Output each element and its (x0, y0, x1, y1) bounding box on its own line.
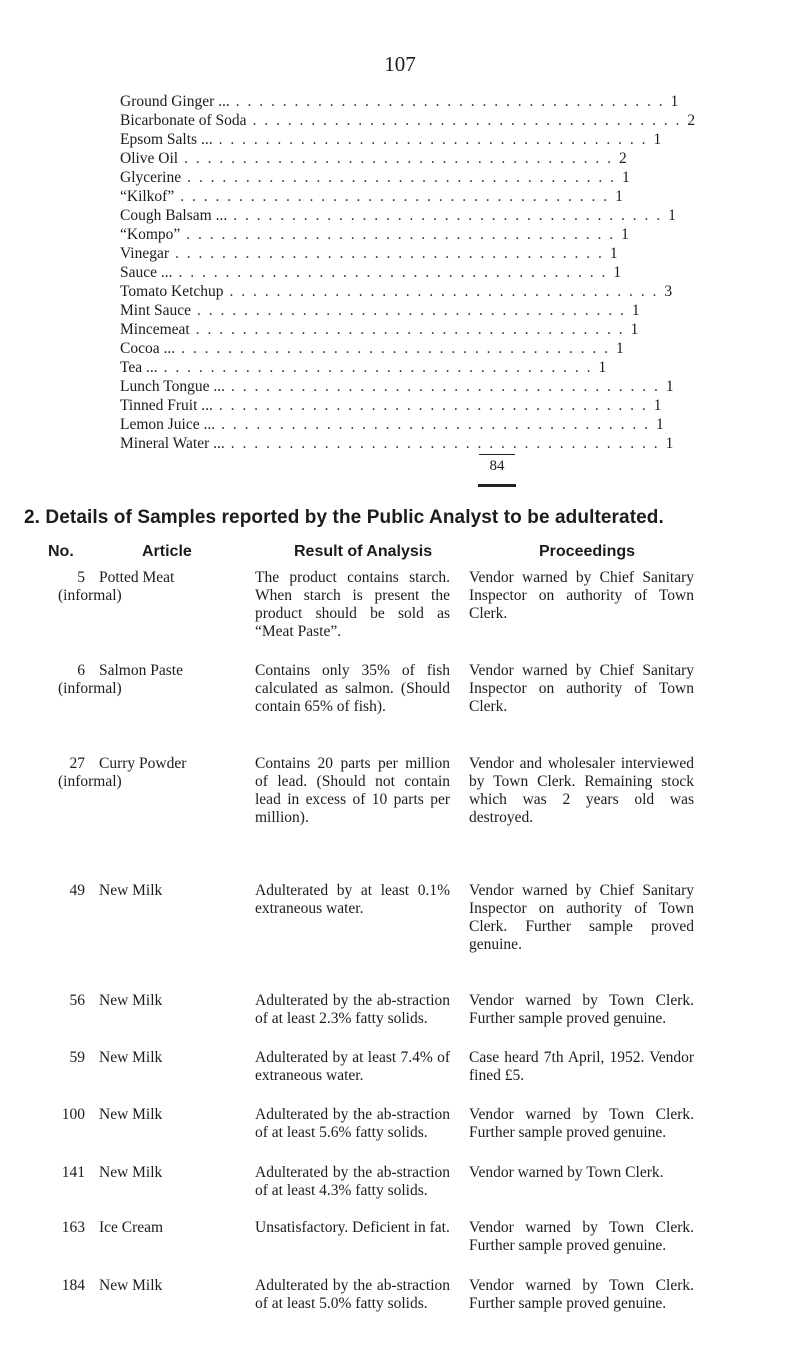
list-item (120, 263, 622, 282)
list-item-article: “Kilkof” (120, 188, 175, 205)
analysis-result: Unsatisfactory. Deficient in fat. (255, 1219, 450, 1236)
list-item-article: Glycerine (120, 169, 182, 186)
leader-dots: . . . . . . . . . . . . . . . . . . . . . . . . . . . . . . . . . . . . . (230, 435, 660, 452)
leader-dots: . . . . . . . . . . . . . . . . . . . . . . . . . . . . . . . . . . . . . (181, 340, 610, 357)
analysis-result: Contains only 35% of fish calculated as salmon. (Should contain 65% of fish). (255, 662, 450, 715)
list-item-count: 1 (665, 378, 674, 395)
sample-number: 6 (77, 662, 85, 679)
list-item-article: “Kompo” (120, 226, 181, 243)
sample-article-cell (85, 1164, 255, 1219)
list-item-article: Tinned Fruit ... (120, 397, 213, 414)
list-item-article: Mincemeat (120, 321, 190, 338)
sample-article-cell (85, 992, 255, 1049)
leader-dots: . . . . . . . . . . . . . . . . . . . . . . . . . . . . . . . . . . . . . (230, 378, 660, 395)
total-rule (478, 484, 516, 487)
list-item (120, 244, 618, 263)
sample-article-cell (85, 1049, 255, 1106)
sample-article: New Milk (99, 1106, 163, 1123)
sample-article-cell (58, 569, 255, 662)
proceedings: Vendor warned by Chief Sanitary Inspector on authority of Town Clerk. (469, 662, 694, 715)
analysis-result: The product contains starch. When starch is present the product should be sold as “Meat Paste”. (255, 569, 450, 640)
header-no: No. (48, 543, 74, 560)
list-item (120, 434, 674, 453)
sample-qualifier: (informal) (58, 773, 122, 790)
leader-dots: . . . . . . . . . . . . . . . . . . . . . . . . . . . . . . . . . . . . . (187, 169, 616, 186)
sample-number: 163 (61, 1219, 85, 1236)
sample-number: 141 (61, 1164, 85, 1181)
analysis-result: Adulterated by at least 7.4% of extraneous water. (255, 1049, 450, 1084)
list-item-count: 1 (613, 264, 622, 281)
list-item (120, 377, 674, 396)
list-item-count: 1 (670, 93, 679, 110)
proceedings: Vendor warned by Town Clerk. Further sample proved genuine. (469, 992, 694, 1027)
list-item-article: Lunch Tongue ... (120, 378, 225, 395)
list-item-article: Vinegar (120, 245, 169, 262)
list-item-article: Olive Oil (120, 150, 179, 167)
sample-article: New Milk (99, 882, 163, 899)
list-item-count: 1 (621, 226, 629, 243)
list-item-article: Lemon Juice ... (120, 416, 216, 433)
table-row (30, 882, 790, 992)
list-item-article: Cocoa ... (120, 340, 176, 357)
list-item (120, 130, 662, 149)
list-item (120, 339, 624, 358)
list-item-count: 1 (631, 302, 640, 319)
table-row (30, 755, 790, 882)
leader-dots: . . . . . . . . . . . . . . . . . . . . . . . . . . . . . . . . . . . . . (218, 397, 648, 414)
sample-article: New Milk (99, 1164, 163, 1181)
proceedings: Vendor warned by Town Clerk. Further sample proved genuine. (469, 1277, 694, 1312)
list-item (120, 92, 679, 111)
proceedings: Vendor warned by Town Clerk. (469, 1164, 664, 1181)
proceedings: Vendor warned by Chief Sanitary Inspector on authority of Town Clerk. (469, 569, 694, 622)
list-item (120, 225, 629, 244)
list-item-count: 1 (621, 169, 630, 186)
list-item (120, 149, 627, 168)
list-item-article: Tomato Ketchup (120, 283, 224, 300)
sample-article-cell (85, 1277, 255, 1337)
total-divider (479, 454, 515, 455)
list-item (120, 187, 623, 206)
sample-total: 84 (489, 458, 505, 474)
list-item-count: 3 (664, 283, 673, 300)
list-item-count: 1 (656, 416, 664, 433)
section-title: 2. Details of Samples reported by the Public Analyst to be adulterated. (24, 507, 664, 528)
leader-dots: . . . . . . . . . . . . . . . . . . . . . . . . . . . . . . . . . . . . . (229, 283, 659, 300)
list-item (120, 206, 676, 225)
leader-dots: . . . . . . . . . . . . . . . . . . . . . . . . . . . . . . . . . . . . . (186, 226, 616, 243)
list-item-article: Bicarbonate of Soda (120, 112, 247, 129)
analysis-result: Contains 20 parts per million of lead. (Should not contain lead in excess of 10 parts per million). (255, 755, 450, 826)
list-item-article: Ground Ginger ... (120, 93, 230, 110)
header-result: Result of Analysis (294, 543, 433, 560)
proceedings: Case heard 7th April, 1952. Vendor fined £5. (469, 1049, 694, 1084)
sample-number: 184 (61, 1277, 85, 1294)
leader-dots: . . . . . . . . . . . . . . . . . . . . . . . . . . . . . . . . . . . . . (195, 321, 625, 338)
table-row (30, 992, 790, 1049)
sample-article: Ice Cream (99, 1219, 164, 1236)
table-row (30, 1164, 790, 1219)
list-item (120, 415, 664, 434)
table-row (30, 1219, 790, 1277)
list-item-article: Mint Sauce (120, 302, 192, 319)
leader-dots: . . . . . . . . . . . . . . . . . . . . . . . . . . . . . . . . . . . . . (252, 112, 682, 129)
analysis-result: Adulterated by the ab-straction of at least 5.0% fatty solids. (255, 1277, 450, 1312)
leader-dots: . . . . . . . . . . . . . . . . . . . . . . . . . . . . . . . . . . . . . (221, 416, 651, 433)
leader-dots: . . . . . . . . . . . . . . . . . . . . . . . . . . . . . . . . . . . . . (178, 264, 608, 281)
sample-qualifier: (informal) (58, 587, 122, 604)
list-item-count: 1 (615, 340, 624, 357)
sample-count-list (120, 92, 696, 453)
proceedings: Vendor warned by Chief Sanitary Inspector on authority of Town Clerk. Further sample proved genuine. (469, 882, 694, 953)
sample-article-cell (85, 1219, 255, 1277)
list-item (120, 168, 630, 187)
sample-qualifier: (informal) (58, 680, 122, 697)
leader-dots: . . . . . . . . . . . . . . . . . . . . . . . . . . . . . . . . . . . . . (233, 207, 663, 224)
list-item-article: Tea ... (120, 359, 158, 376)
list-item-article: Sauce ... (120, 264, 173, 281)
sample-article: New Milk (99, 1049, 163, 1066)
leader-dots: . . . . . . . . . . . . . . . . . . . . . . . . . . . . . . . . . . . . . (175, 245, 604, 262)
sample-number: 56 (69, 992, 85, 1009)
list-item (120, 320, 639, 339)
list-item-article: Epsom Salts ... (120, 131, 213, 148)
leader-dots: . . . . . . . . . . . . . . . . . . . . . . . . . . . . . . . . . . . . . (163, 359, 593, 376)
sample-article-cell (85, 1106, 255, 1164)
table-row (30, 569, 790, 662)
list-item (120, 111, 696, 130)
sample-article: New Milk (99, 992, 163, 1009)
leader-dots: . . . . . . . . . . . . . . . . . . . . . . . . . . . . . . . . . . . . . (197, 302, 626, 319)
table-row (30, 662, 790, 755)
page-number: 107 (384, 52, 416, 76)
leader-dots: . . . . . . . . . . . . . . . . . . . . . . . . . . . . . . . . . . . . . (218, 131, 648, 148)
list-item (120, 282, 673, 301)
list-item (120, 396, 662, 415)
list-item-count: 1 (630, 321, 639, 338)
leader-dots: . . . . . . . . . . . . . . . . . . . . . . . . . . . . . . . . . . . . . (184, 150, 613, 167)
list-item-count: 1 (665, 435, 674, 452)
sample-number: 5 (77, 569, 85, 586)
list-item (120, 358, 607, 377)
table-row (30, 1277, 790, 1337)
sample-article: Potted Meat (99, 569, 175, 586)
sample-article-cell (85, 882, 255, 992)
list-item-count: 1 (653, 397, 662, 414)
list-item (120, 301, 640, 320)
header-article: Article (142, 543, 192, 560)
list-item-count: 1 (609, 245, 618, 262)
table-row (30, 1106, 790, 1164)
leader-dots: . . . . . . . . . . . . . . . . . . . . . . . . . . . . . . . . . . . . . (180, 188, 610, 205)
header-proceedings: Proceedings (539, 543, 636, 560)
sample-number: 49 (69, 882, 85, 899)
sample-number: 27 (69, 755, 85, 772)
table-row (30, 1049, 790, 1106)
list-item-article: Mineral Water ... (120, 435, 225, 452)
list-item-count: 1 (598, 359, 607, 376)
list-item-count: 1 (653, 131, 662, 148)
leader-dots: . . . . . . . . . . . . . . . . . . . . . . . . . . . . . . . . . . . . . (235, 93, 665, 110)
sample-article: Salmon Paste (99, 662, 183, 679)
analysis-result: Adulterated by at least 0.1% extraneous water. (255, 882, 450, 917)
sample-article: Curry Powder (99, 755, 187, 772)
list-item-count: 1 (615, 188, 623, 205)
analysis-result: Adulterated by the ab-straction of at least 5.6% fatty solids. (255, 1106, 450, 1141)
analysis-result: Adulterated by the ab-straction of at least 2.3% fatty solids. (255, 992, 450, 1027)
list-item-count: 2 (687, 112, 696, 129)
sample-number: 59 (69, 1049, 85, 1066)
list-item-article: Cough Balsam ... (120, 207, 228, 224)
proceedings: Vendor and wholesaler interviewed by Town Clerk. Remaining stock which was 2 years old was destroyed. (469, 755, 694, 826)
sample-article-cell (58, 662, 255, 755)
sample-article: New Milk (99, 1277, 163, 1294)
analysis-result: Adulterated by the ab-straction of at least 4.3% fatty solids. (255, 1164, 450, 1199)
proceedings: Vendor warned by Town Clerk. Further sample proved genuine. (469, 1219, 694, 1254)
list-item-count: 2 (619, 150, 627, 167)
proceedings: Vendor warned by Town Clerk. Further sample proved genuine. (469, 1106, 694, 1141)
list-item-count: 1 (668, 207, 676, 224)
adulterated-samples-table (30, 569, 790, 1337)
sample-number: 100 (61, 1106, 85, 1123)
